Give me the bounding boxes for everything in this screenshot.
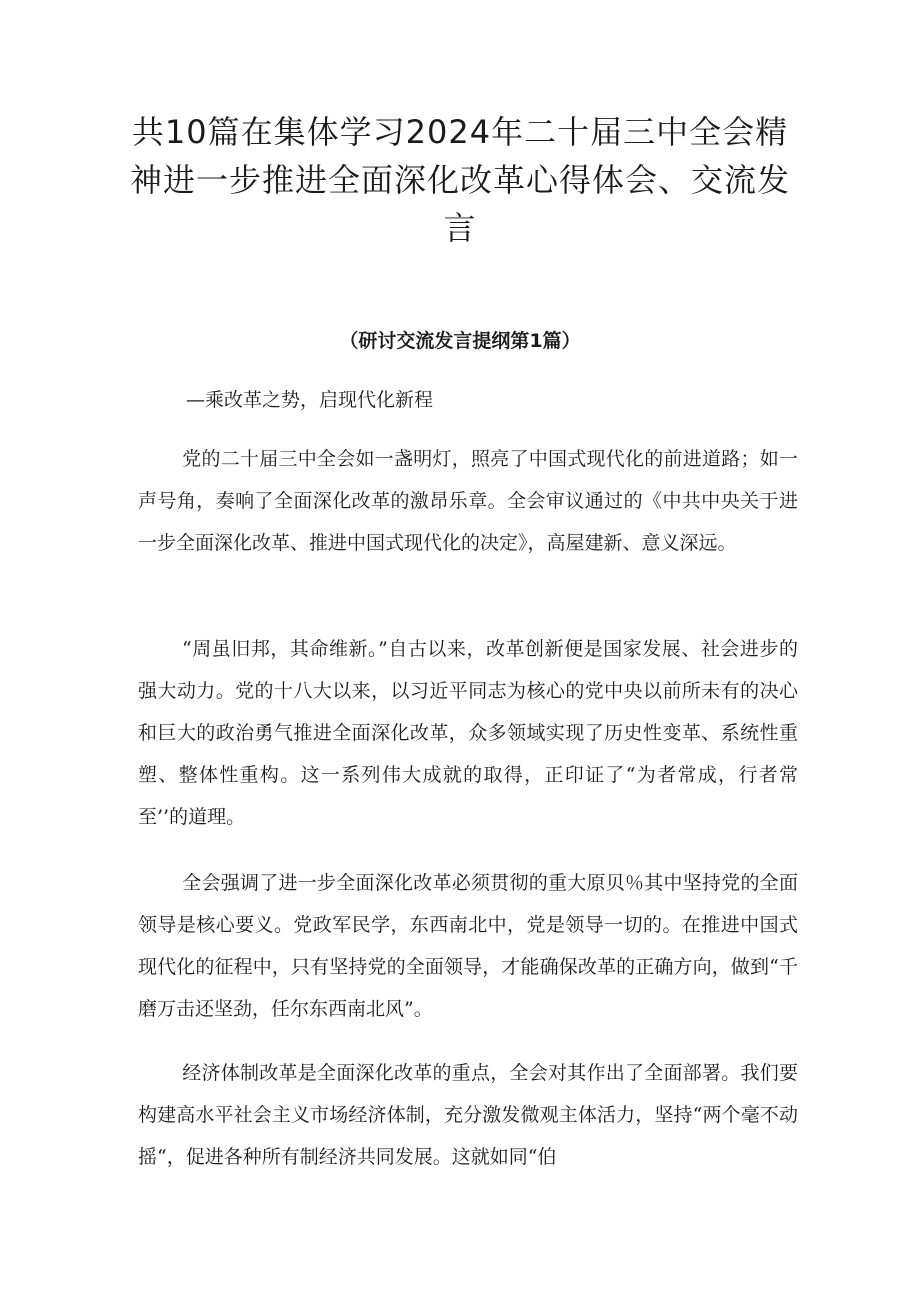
paragraph-2-text: “周虽旧邦，其命维新。”自古以来，改革创新便是国家发展、社会进步的强大动力。党的十八大以来，以习近平同志为核心的党中央以前所未有的决心和巨大的政治勇气推进全面深化改革，众多领域实现了历史性变革、系统性重塑、整体性重构。这一系列伟大成就的取得，正印证了“为者常成，行者常至’’的道理。: [138, 638, 798, 828]
paragraph-3-text: 全会强调了进一步全面深化改革必须贯彻的重大原贝％其中坚持党的全面领导是核心要义。党政军民学，东西南北中，党是领导一切的。在推进中国式现代化的征程中，只有坚持党的全面领导，才能确保改革的正确方向，做到“千磨万击还坚劲，任尔东西南北风”。: [138, 872, 798, 1020]
paragraph-4-text: 经济体制改革是全面深化改革的重点，全会对其作出了全面部署。我们要构建高水平社会主义市场经济体制，充分激发微观主体活力，坚持“两个毫不动摇“，促进各种所有制经济共同发展。这就如同“伯: [138, 1062, 798, 1168]
paragraph-2: [138, 628, 798, 838]
paragraph-3: [138, 862, 798, 1030]
paragraph-1-text: 党的二十届三中全会如一盏明灯，照亮了中国式现代化的前进道路；如一声号角，奏响了全面深化改革的激昂乐章。全会审议通过的《中共中央关于进一步全面深化改革、推进中国式现代化的决定》，高屋建新、意义深远。: [138, 448, 798, 554]
document-title: 共10篇在集体学习2024年二十届三中全会精神进一步推进全面深化改革心得体会、交流发言: [129, 113, 790, 247]
document-subtitle: （研讨交流发言提纲第1篇）: [339, 330, 581, 352]
paragraph-1: [138, 438, 798, 564]
paragraph-4: [138, 1052, 798, 1178]
lead-line: —乘改革之势，启现代化新程: [186, 389, 434, 411]
